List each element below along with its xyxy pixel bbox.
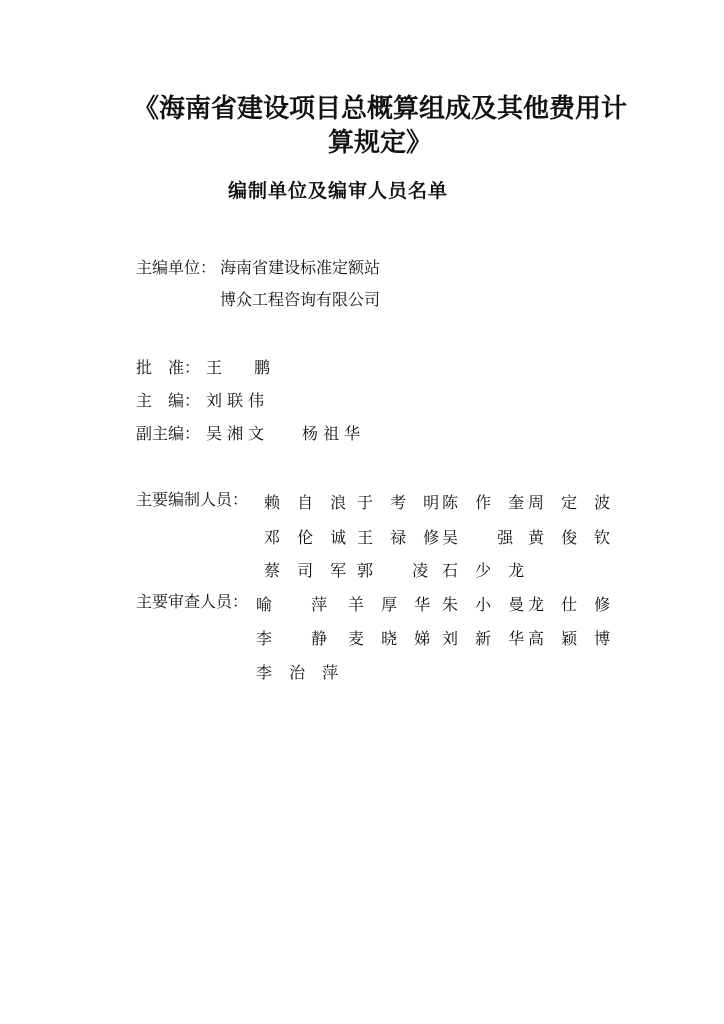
org-unit: 海南省建设标准定额站 xyxy=(220,258,381,277)
reviewer-name: 朱 小 曼 xyxy=(442,595,531,614)
deputy-editor-name: 吴 湘 文 xyxy=(206,424,265,443)
reviewers-label-row xyxy=(136,592,248,612)
reviewer-name: 李 治 萍 xyxy=(256,663,345,682)
org-row xyxy=(136,258,380,278)
approval-name: 王 鹏 xyxy=(206,358,271,377)
compiler-name: 郭 凌 xyxy=(357,561,435,580)
org-label: 主编单位： xyxy=(136,258,217,277)
compiler-name: 于 考 明 xyxy=(357,493,446,512)
compilers-label: 主要编制人员： xyxy=(136,490,249,509)
document-title: 《海南省建设项目总概算组成及其他费用计算规定》 xyxy=(132,94,627,158)
document-subtitle: 编制单位及编审人员名单 xyxy=(228,180,449,202)
compiler-name: 邓 伦 诚 xyxy=(264,528,353,547)
deputy-editor-name: 杨 祖 华 xyxy=(302,424,361,443)
compiler-name: 周 定 波 xyxy=(528,493,617,512)
chief-editor-name: 刘 联 伟 xyxy=(206,391,265,410)
deputy-editor-row xyxy=(136,424,360,444)
reviewer-name: 羊 厚 华 xyxy=(348,595,437,614)
approval-label: 批 准： xyxy=(136,358,201,377)
reviewer-name: 李 静 xyxy=(256,629,334,648)
reviewer-name: 刘 新 华 xyxy=(442,629,531,648)
compiler-name: 王 禄 修 xyxy=(357,528,446,547)
compiler-name: 黄 俊 钦 xyxy=(528,528,617,547)
chief-editor-row xyxy=(136,391,264,411)
reviewers-label: 主要审查人员： xyxy=(136,592,249,611)
compiler-name: 赖 自 浪 xyxy=(264,493,353,512)
org-row-2 xyxy=(220,290,380,310)
reviewer-name: 喻 萍 xyxy=(256,595,334,614)
compiler-name: 陈 作 奎 xyxy=(442,493,531,512)
compiler-name: 石 少 龙 xyxy=(442,561,531,580)
reviewer-name: 龙 仕 修 xyxy=(528,595,617,614)
compiler-name: 吴 强 xyxy=(442,528,520,547)
chief-editor-label: 主 编： xyxy=(136,391,201,410)
reviewer-name: 高 颖 博 xyxy=(528,629,617,648)
deputy-editor-label: 副主编： xyxy=(136,424,201,443)
approval-row xyxy=(136,358,270,378)
compilers-label-row xyxy=(136,490,248,510)
reviewer-name: 麦 晓 娣 xyxy=(348,629,437,648)
org-unit: 博众工程咨询有限公司 xyxy=(220,290,381,309)
compiler-name: 蔡 司 军 xyxy=(264,561,353,580)
